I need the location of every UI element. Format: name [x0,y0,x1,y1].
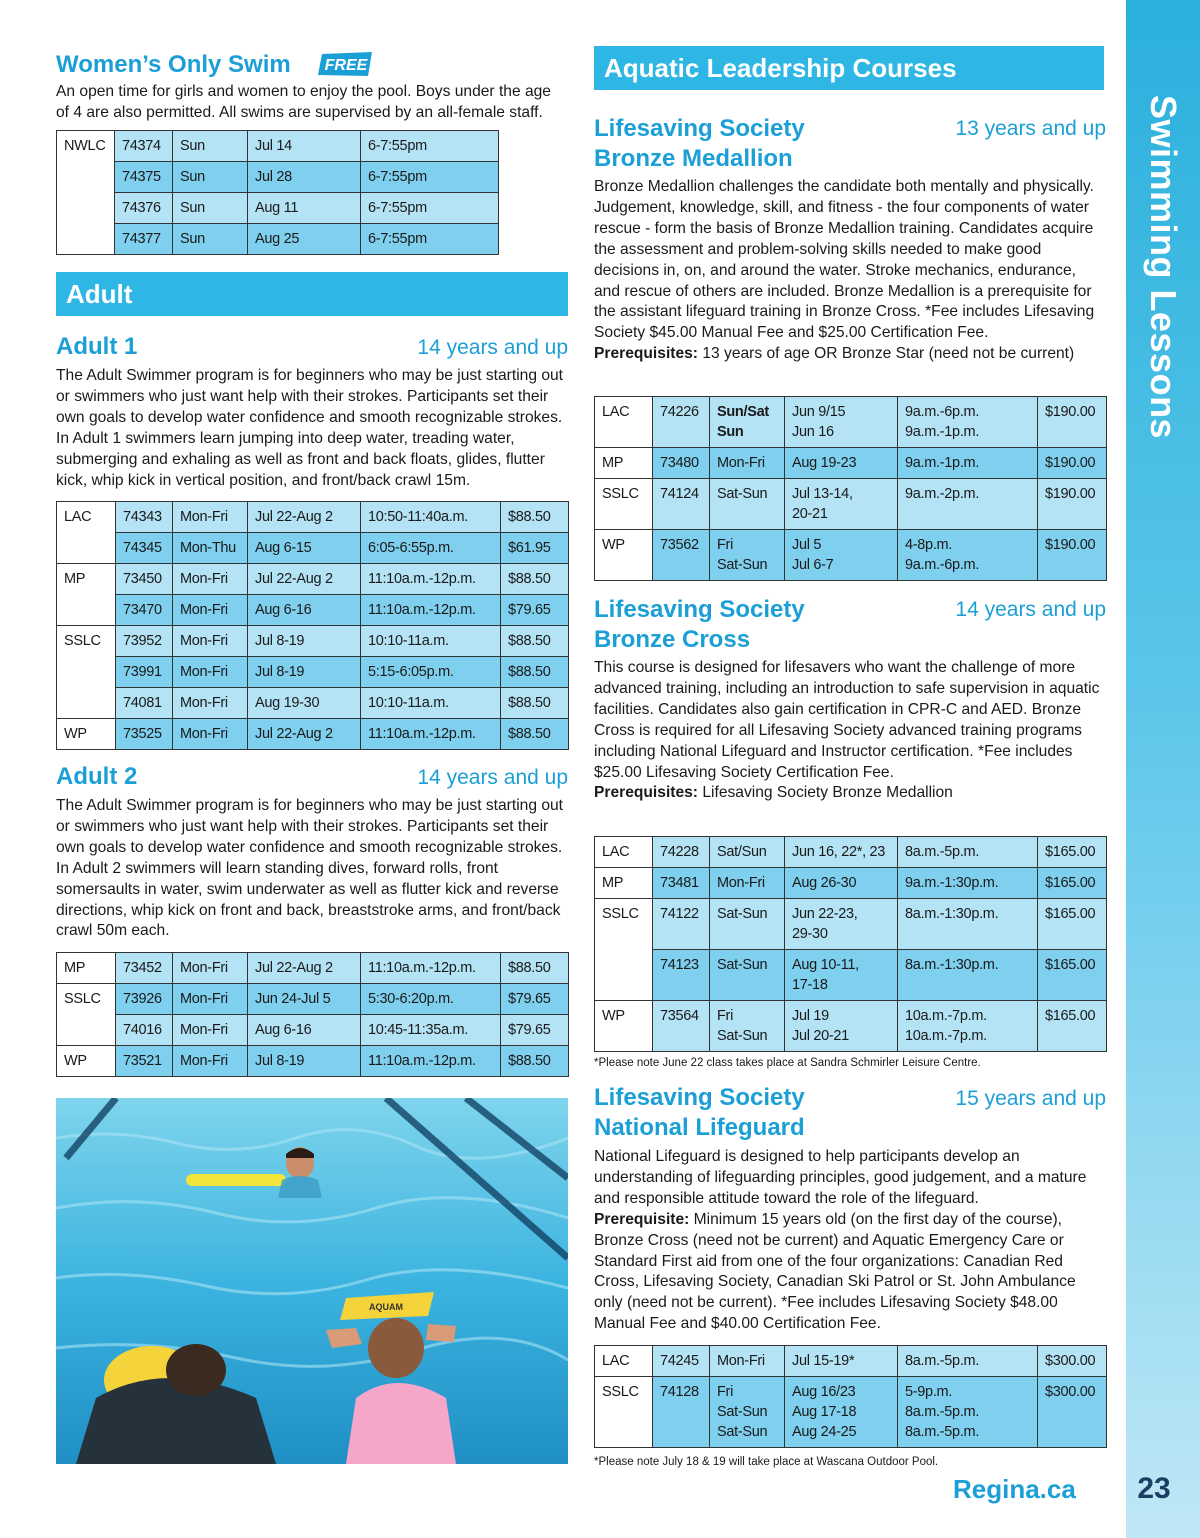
table-cell: 6-7:55pm [361,131,499,162]
table-cell: 10:10-11a.m. [361,626,501,657]
table-cell: Aug 25 [248,224,361,255]
table-cell: $88.50 [501,688,569,719]
kickboard-text: AQUAM [369,1302,403,1312]
bronze-medallion-age: 13 years and up [955,117,1106,140]
table-cell: 10:10-11a.m. [361,688,501,719]
table-cell: $300.00 [1038,1377,1107,1448]
adult2-schedule [56,952,569,1077]
table-row [595,1001,1107,1052]
location-cell [57,193,115,224]
table-cell: 8a.m.-5p.m. [898,837,1038,868]
national-lifeguard-note: *Please note July 18 & 19 will take place at Wascana Outdoor Pool. [594,1456,939,1468]
table-cell: 8a.m.-1:30p.m. [898,950,1038,1001]
table-row [57,131,499,162]
location-cell [57,533,116,564]
table-row [57,533,569,564]
location-cell [57,224,115,255]
table-cell: 11:10a.m.-12p.m. [361,564,501,595]
table-cell: $165.00 [1038,1001,1107,1052]
table-cell: Mon-Fri [173,688,248,719]
table-cell: 73481 [653,868,710,899]
table-cell: Jul 22-Aug 2 [248,564,361,595]
bronze-cross-desc-text: This course is designed for lifesavers who want the challenge of more advanced training, including an introduction to safe supervision in aquatic facilities. Candidates also gain certification in CPR-C and AED. Bronze Cross is required for all Lifesaving Society advanced training programs including National Lifeguard and Instructor certification. *Fee includes $25.00 Lifesaving Society Certification Fee. [594,659,1100,781]
table-cell: 74228 [653,837,710,868]
bronze-medallion-schedule [594,396,1107,581]
bronze-cross-prereq-label: Prerequisites: [594,784,699,802]
table-cell: Jul 19 Jul 20-21 [785,1001,898,1052]
table-row [57,595,569,626]
table-cell: $88.50 [501,564,569,595]
table-cell: $165.00 [1038,868,1107,899]
bronze-medallion-title [594,114,805,174]
free-badge-text: FREE [324,57,368,74]
table-cell: Mon-Fri [173,595,248,626]
national-lifeguard-schedule [594,1345,1107,1448]
table-cell: $79.65 [501,1015,569,1046]
table-cell: 8a.m.-5p.m. [898,1346,1038,1377]
free-badge [316,50,376,78]
table-cell: 73525 [116,719,173,750]
table-cell: 9a.m.-1p.m. [898,448,1038,479]
table-cell: 6:05-6:55p.m. [361,533,501,564]
table-cell: Aug 16/23 Aug 17-18 Aug 24-25 [785,1377,898,1448]
bronze-cross-schedule [594,836,1107,1052]
table-cell: $88.50 [501,719,569,750]
table-cell: $165.00 [1038,899,1107,950]
table-row [595,837,1107,868]
table-row [595,1346,1107,1377]
table-cell: Sat-Sun [710,479,785,530]
table-cell: 9a.m.-1:30p.m. [898,868,1038,899]
bronze-medallion-prereq: 13 years of age OR Bronze Star (need not be current) [698,345,1075,363]
table-cell: 6-7:55pm [361,193,499,224]
table-cell: Jun 9/15 Jun 16 [785,397,898,448]
table-cell: 73562 [653,530,710,581]
table-row [595,448,1107,479]
table-cell: Jul 15-19* [785,1346,898,1377]
table-cell: 74081 [116,688,173,719]
table-cell: 5-9p.m. 8a.m.-5p.m. 8a.m.-5p.m. [898,1377,1038,1448]
table-cell: 10a.m.-7p.m. 10a.m.-7p.m. [898,1001,1038,1052]
table-cell: 11:10a.m.-12p.m. [361,719,501,750]
table-cell: Aug 26-30 [785,868,898,899]
location-cell [57,1015,116,1046]
location-cell: LAC [57,502,116,533]
table-row [57,1015,569,1046]
location-cell: SSLC [57,984,116,1015]
table-cell: $190.00 [1038,448,1107,479]
table-cell: 74123 [653,950,710,1001]
location-cell: SSLC [595,479,653,530]
location-cell: WP [57,1046,116,1077]
table-cell: Mon-Fri [173,564,248,595]
table-cell: Mon-Fri [710,868,785,899]
table-cell: Jun 24-Jul 5 [248,984,361,1015]
table-cell: Aug 19-30 [248,688,361,719]
table-cell: Mon-Fri [710,1346,785,1377]
table-cell: Jul 8-19 [248,1046,361,1077]
table-cell: Mon-Fri [173,657,248,688]
table-cell: 73991 [116,657,173,688]
table-cell: Sat-Sun [710,899,785,950]
table-cell: Aug 19-23 [785,448,898,479]
womens-swim-schedule [56,130,499,255]
location-cell [57,657,116,688]
table-cell: 74226 [653,397,710,448]
location-cell: WP [595,530,653,581]
table-cell: $88.50 [501,502,569,533]
table-cell: 74124 [653,479,710,530]
table-row [57,688,569,719]
table-cell: Aug 6-16 [248,1015,361,1046]
table-row [57,564,569,595]
national-lifeguard-desc-text: National Lifeguard is designed to help participants develop an understanding of lifeguarding principles, good judgement, and a mature and responsible attitude toward the role of the lifeguard. [594,1148,1087,1207]
location-cell [57,595,116,626]
table-cell: Fri Sat-Sun [710,530,785,581]
national-lifeguard-title [594,1083,805,1143]
aquatic-leadership-banner: Aquatic Leadership Courses [594,46,1104,90]
table-cell: Mon-Fri [173,1046,248,1077]
bronze-cross-prereq: Lifesaving Society Bronze Medallion [698,784,953,802]
brand-website[interactable]: Regina.ca [953,1474,1076,1504]
table-cell: 5:15-6:05p.m. [361,657,501,688]
table-row [595,479,1107,530]
table-cell: 73926 [116,984,173,1015]
table-cell: 73480 [653,448,710,479]
table-cell: 11:10a.m.-12p.m. [361,595,501,626]
table-cell: Jul 22-Aug 2 [248,953,361,984]
table-cell: Sat/Sun [710,837,785,868]
table-cell: $190.00 [1038,397,1107,448]
table-cell: Aug 6-16 [248,595,361,626]
table-cell: Jun 22-23, 29-30 [785,899,898,950]
location-cell: WP [57,719,116,750]
table-cell: 73521 [116,1046,173,1077]
table-cell: 74377 [115,224,173,255]
table-cell: 74343 [116,502,173,533]
adult1-title: Adult 1 [56,333,138,360]
table-cell: 73452 [116,953,173,984]
location-cell [57,688,116,719]
table-cell: 6-7:55pm [361,162,499,193]
table-cell: 6-7:55pm [361,224,499,255]
location-cell: SSLC [57,626,116,657]
location-cell: MP [595,448,653,479]
adult1-schedule [56,501,569,750]
table-cell: 74016 [116,1015,173,1046]
adult2-desc: The Adult Swimmer program is for beginners who may be just starting out or swimmers who just want help with their strokes. Participants set their own goals to develop water confidence and smooth recognizable strokes. In Adult 2 swimmers will learn standing dives, forward rolls, front somersaults in water, swim underwater as well as flutter kick and reverse directions, whip kick on front and back, breaststroke arms, and front/back crawl 50m each. [56,797,564,940]
national-lifeguard-title-line1: Lifesaving Society [594,1084,805,1111]
table-cell: 73470 [116,595,173,626]
page-number: 23 [1137,1472,1171,1505]
bronze-medallion-prereq-label: Prerequisites: [594,345,699,363]
table-cell: Jul 8-19 [248,626,361,657]
table-cell: Jul 8-19 [248,657,361,688]
location-cell: NWLC [57,131,115,162]
bronze-cross-desc [594,658,1106,804]
table-cell: Mon-Fri [710,448,785,479]
table-cell: 74374 [115,131,173,162]
table-cell: $88.50 [501,1046,569,1077]
location-cell: MP [57,564,116,595]
location-cell [57,162,115,193]
table-row [595,530,1107,581]
bronze-cross-title [594,595,805,655]
table-cell: Mon-Fri [173,1015,248,1046]
location-cell: LAC [595,837,653,868]
table-row [57,626,569,657]
table-cell: $300.00 [1038,1346,1107,1377]
table-cell: Aug 10-11, 17-18 [785,950,898,1001]
table-cell: 74376 [115,193,173,224]
table-cell: 5:30-6:20p.m. [361,984,501,1015]
table-row [595,950,1107,1001]
table-cell: Fri Sat-Sun Sat-Sun [710,1377,785,1448]
table-cell: 74345 [116,533,173,564]
table-row [595,868,1107,899]
table-cell: Mon-Fri [173,953,248,984]
table-cell: 74245 [653,1346,710,1377]
table-cell: 10:50-11:40a.m. [361,502,501,533]
table-cell: $190.00 [1038,530,1107,581]
table-cell: Mon-Fri [173,502,248,533]
location-cell: SSLC [595,1377,653,1448]
bronze-cross-age: 14 years and up [955,598,1106,621]
table-cell: Aug 6-15 [248,533,361,564]
table-cell: Jul 28 [248,162,361,193]
table-cell: Jul 22-Aug 2 [248,719,361,750]
table-cell: Mon-Fri [173,984,248,1015]
table-cell: Mon-Fri [173,626,248,657]
adult2-title: Adult 2 [56,763,138,790]
table-cell: Sun/Sat Sun [710,397,785,448]
location-cell: SSLC [595,899,653,950]
table-cell: Aug 11 [248,193,361,224]
table-cell: 4-8p.m. 9a.m.-6p.m. [898,530,1038,581]
table-cell: Mon-Fri [173,719,248,750]
bronze-medallion-title-line2: Bronze Medallion [594,145,793,172]
bronze-medallion-title-line1: Lifesaving Society [594,115,805,142]
bronze-medallion-desc [594,177,1106,365]
table-cell: 11:10a.m.-12p.m. [361,953,501,984]
table-cell: $88.50 [501,626,569,657]
table-cell: 11:10a.m.-12p.m. [361,1046,501,1077]
section-label: Swimming Lessons [1143,95,1184,440]
table-cell: 74122 [653,899,710,950]
bronze-cross-title-line1: Lifesaving Society [594,596,805,623]
table-row [57,719,569,750]
table-cell: $165.00 [1038,837,1107,868]
table-cell: Jun 16, 22*, 23 [785,837,898,868]
table-cell: Sun [173,131,248,162]
table-cell: Sun [173,224,248,255]
table-cell: $88.50 [501,953,569,984]
table-cell: 9a.m.-2p.m. [898,479,1038,530]
table-cell: 10:45-11:35a.m. [361,1015,501,1046]
table-cell: Sun [173,162,248,193]
location-cell: LAC [595,397,653,448]
table-cell: Jul 22-Aug 2 [248,502,361,533]
table-cell: Jul 5 Jul 6-7 [785,530,898,581]
table-cell: Fri Sat-Sun [710,1001,785,1052]
adult1-desc: The Adult Swimmer program is for beginners who may be just starting out or swimmers who just want help with their strokes. Participants set their own goals to develop water confidence and smooth recognizable strokes. In Adult 1 swimmers learn jumping into deep water, treading water, submerging and exhaling as well as front and back floats, glides, flutter kick, whip kick in vertical position, and front/back crawl 15m. [56,367,564,489]
national-lifeguard-prereq: Minimum 15 years old (on the first day of the course), Bronze Cross (need not be current) and Aquatic Emergency Care or Standard First aid from one of the four organizations: Canadian Red Cross, Lifesaving Society, Canadian Ski Patrol or St. John Ambulance only (need not be current). *Fee includes Lifesaving Society $48.00 Manual Fee and $40.00 Certification Fee. [594,1210,1076,1333]
location-cell: MP [595,868,653,899]
location-cell [595,950,653,1001]
table-row [57,1046,569,1077]
adult-banner: Adult [56,272,568,316]
womens-swim-desc: An open time for girls and women to enjoy the pool. Boys under the age of 4 are also permitted. All swims are supervised by an all-female staff. [56,83,551,121]
table-cell: 73564 [653,1001,710,1052]
location-cell: LAC [595,1346,653,1377]
table-row [57,502,569,533]
table-row [595,899,1107,950]
table-cell: 8a.m.-1:30p.m. [898,899,1038,950]
table-cell: 73450 [116,564,173,595]
table-cell: Mon-Thu [173,533,248,564]
table-row [57,162,499,193]
table-cell: $88.50 [501,657,569,688]
table-cell: 9a.m.-6p.m. 9a.m.-1p.m. [898,397,1038,448]
national-lifeguard-age: 15 years and up [955,1087,1106,1110]
national-lifeguard-desc [594,1147,1106,1335]
table-cell: $79.65 [501,984,569,1015]
table-cell: Jul 13-14, 20-21 [785,479,898,530]
table-row [595,1377,1107,1448]
national-lifeguard-prereq-label: Prerequisite: [594,1210,690,1228]
pool-photo [56,1098,568,1464]
table-cell: 73952 [116,626,173,657]
location-cell: WP [595,1001,653,1052]
adult2-age: 14 years and up [417,766,568,789]
table-cell: $61.95 [501,533,569,564]
table-cell: $190.00 [1038,479,1107,530]
womens-swim-title: Women’s Only Swim [56,51,291,78]
table-cell: $165.00 [1038,950,1107,1001]
adult1-age: 14 years and up [417,336,568,359]
table-cell: Sun [173,193,248,224]
table-row [57,224,499,255]
table-row [57,193,499,224]
table-row [595,397,1107,448]
bronze-cross-title-line2: Bronze Cross [594,626,751,653]
national-lifeguard-title-line2: National Lifeguard [594,1114,805,1141]
table-row [57,953,569,984]
bronze-medallion-desc-text: Bronze Medallion challenges the candidate both mentally and physically. Judgement, knowledge, skill, and fitness - the four components of water rescue - form the basis of Bronze Medallion training. Candidates acquire the assessment and problem-solving skills needed to make good decisions in, on, and around the water. Stroke mechanics, endurance, and rescue of others are included. Bronze Medallion is a prerequisite for the assistant lifeguard training in Bronze Cross. *Fee includes Lifesaving Society $45.00 Manual Fee and $25.00 Certification Fee. [594,178,1095,342]
table-cell: $79.65 [501,595,569,626]
bronze-cross-note: *Please note June 22 class takes place at Sandra Schmirler Leisure Centre. [594,1057,981,1069]
table-row [57,984,569,1015]
table-cell: 74375 [115,162,173,193]
table-cell: 74128 [653,1377,710,1448]
table-row [57,657,569,688]
location-cell: MP [57,953,116,984]
table-cell: Sat-Sun [710,950,785,1001]
table-cell: Jul 14 [248,131,361,162]
